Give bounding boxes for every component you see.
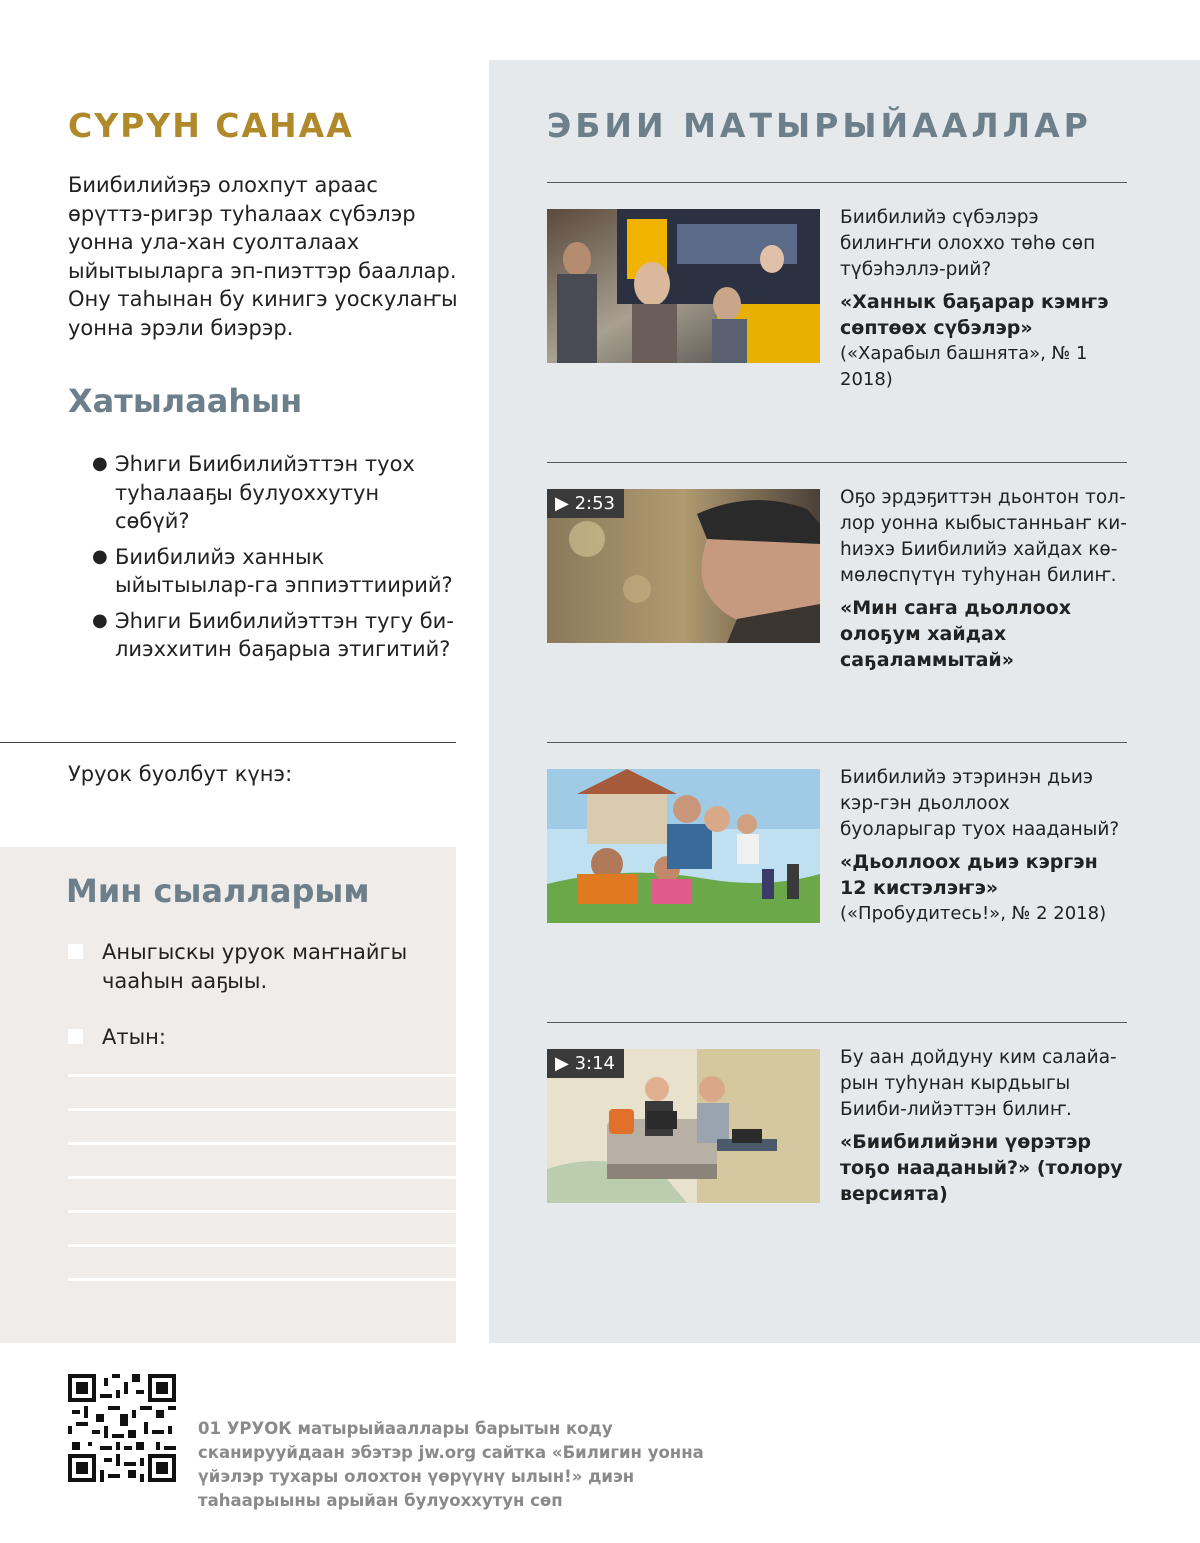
review-item: [92, 607, 457, 664]
review-item: [92, 543, 457, 600]
checkbox-icon[interactable]: [68, 944, 83, 959]
bullet-icon: ●: [92, 453, 108, 474]
material-description: Биибилийэ сүбэлэрэ билиҥҥи олохxo төһө сөп түбэһэллэ-рий?: [840, 207, 1096, 280]
material-item-text: [840, 485, 1130, 673]
material-description: Оҕо эрдэҕиттэн дьонтон тол-лор уонна кыбыстанньаҥ ки-һиэхэ Биибилийэ хайдах кө-мөлөспүтүн туһунан билиҥ.: [840, 487, 1127, 586]
material-source: («Харабыл башнята», № 1 2018): [840, 343, 1088, 390]
goal-text: Аныгыскы уруок маҥнайгы чааһын ааҕыы.: [102, 940, 408, 993]
video-duration: 3:14: [574, 1053, 615, 1074]
material-item-text: [840, 765, 1130, 927]
bullet-icon: ●: [92, 609, 108, 631]
material-description: Биибилийэ этэринэн дьиэ кэр-гэн дьоллоох буоларыгар туох нааданый?: [840, 767, 1120, 840]
video-duration: 2:53: [574, 493, 615, 514]
summary-title: СҮРҮН САНАА: [68, 106, 354, 145]
review-item: [92, 450, 457, 536]
writing-line[interactable]: [68, 1108, 456, 1111]
review-list: [92, 450, 457, 671]
family-on-grass-illustration[interactable]: [547, 769, 820, 923]
writing-line[interactable]: [68, 1074, 456, 1077]
writing-line[interactable]: [68, 1244, 456, 1247]
material-source: («Пробудитесь!», № 2 2018): [840, 903, 1107, 924]
material-link-title[interactable]: «Ханнык баҕарар кэмҥэ сөптөөх сүбэлэр»: [840, 291, 1109, 339]
checkbox-icon[interactable]: [68, 1029, 83, 1044]
material-description: Бу аан дойдуну ким салайа-рын туһунан кырдьыгы Бииби-лийэттэн билиҥ.: [840, 1047, 1117, 1120]
goal-text: Атын:: [102, 1025, 166, 1049]
lesson-date-label: Уруок буолбут күнэ:: [68, 762, 293, 786]
material-item-text: [840, 1045, 1130, 1207]
play-icon: ▶: [555, 493, 569, 514]
summary-text: Биибилийэҕэ олохпут араас өрүттэ-ригэр туһалаах сүбэлэр уонна ула-хан суолталаах ыйытыыларга эп-пиэттэр бааллар. Ону таһынан бу кинигэ уоскулаҥы уонна эрэли биэрэр.: [68, 173, 458, 340]
goals-panel: [0, 847, 456, 1343]
goals-title: Мин сыалларым: [66, 872, 370, 910]
writing-line[interactable]: [68, 1278, 456, 1281]
material-item-text: [840, 205, 1130, 393]
footer-text: 01 УРУОК матырыйааллары барытын коду сканирууйдаан эбэтэр jw.org сайтка «Билигин уонна үйэлэр тухары олохтон үөрүүнү ылын!» диэн таһаарыыны арыйан булуоххутун сөп: [198, 1419, 704, 1510]
left-divider: [0, 742, 456, 743]
writing-line[interactable]: [68, 1210, 456, 1213]
material-link-title[interactable]: «Мин саҥа дьоллоох олоҕум хайдах саҕаламмытай»: [840, 597, 1071, 671]
material-link-title[interactable]: «Дьоллоох дьиэ кэргэн 12 кистэлэҥэ»: [840, 851, 1098, 899]
writing-line[interactable]: [68, 1142, 456, 1145]
man-in-cap-video-still[interactable]: [547, 489, 820, 643]
review-title: Хатылааһын: [68, 382, 303, 420]
people-at-train-station-photo[interactable]: [547, 209, 820, 363]
item-separator: [547, 462, 1127, 463]
material-link-title[interactable]: «Биибилийэни үөрэтэр тоҕо нааданый?» (толору версията): [840, 1131, 1123, 1205]
bullet-icon: ●: [92, 545, 108, 567]
couple-reading-on-sofa-video-still[interactable]: [547, 1049, 820, 1203]
video-duration-badge: [547, 489, 624, 518]
review-item-text: Эһиги Биибилийэттэн тугу би-лиэххитин баҕарыа этигитий?: [115, 608, 454, 661]
more-materials-title: ЭБИИ МАТЫРЫЙААЛЛАР: [547, 106, 1092, 145]
item-separator: [547, 1022, 1127, 1023]
qr-code[interactable]: [68, 1374, 176, 1482]
writing-line[interactable]: [68, 1176, 456, 1179]
review-item-text: Биибилийэ ханнык ыйытыылар-га эппиэттиирий?: [115, 544, 453, 597]
review-item-text: Эһиги Биибилийэттэн туох туһалааҕы булуоххутун сөбүй?: [115, 452, 415, 533]
item-separator: [547, 182, 1127, 183]
video-duration-badge: [547, 1049, 624, 1078]
play-icon: ▶: [555, 1053, 569, 1074]
item-separator: [547, 742, 1127, 743]
